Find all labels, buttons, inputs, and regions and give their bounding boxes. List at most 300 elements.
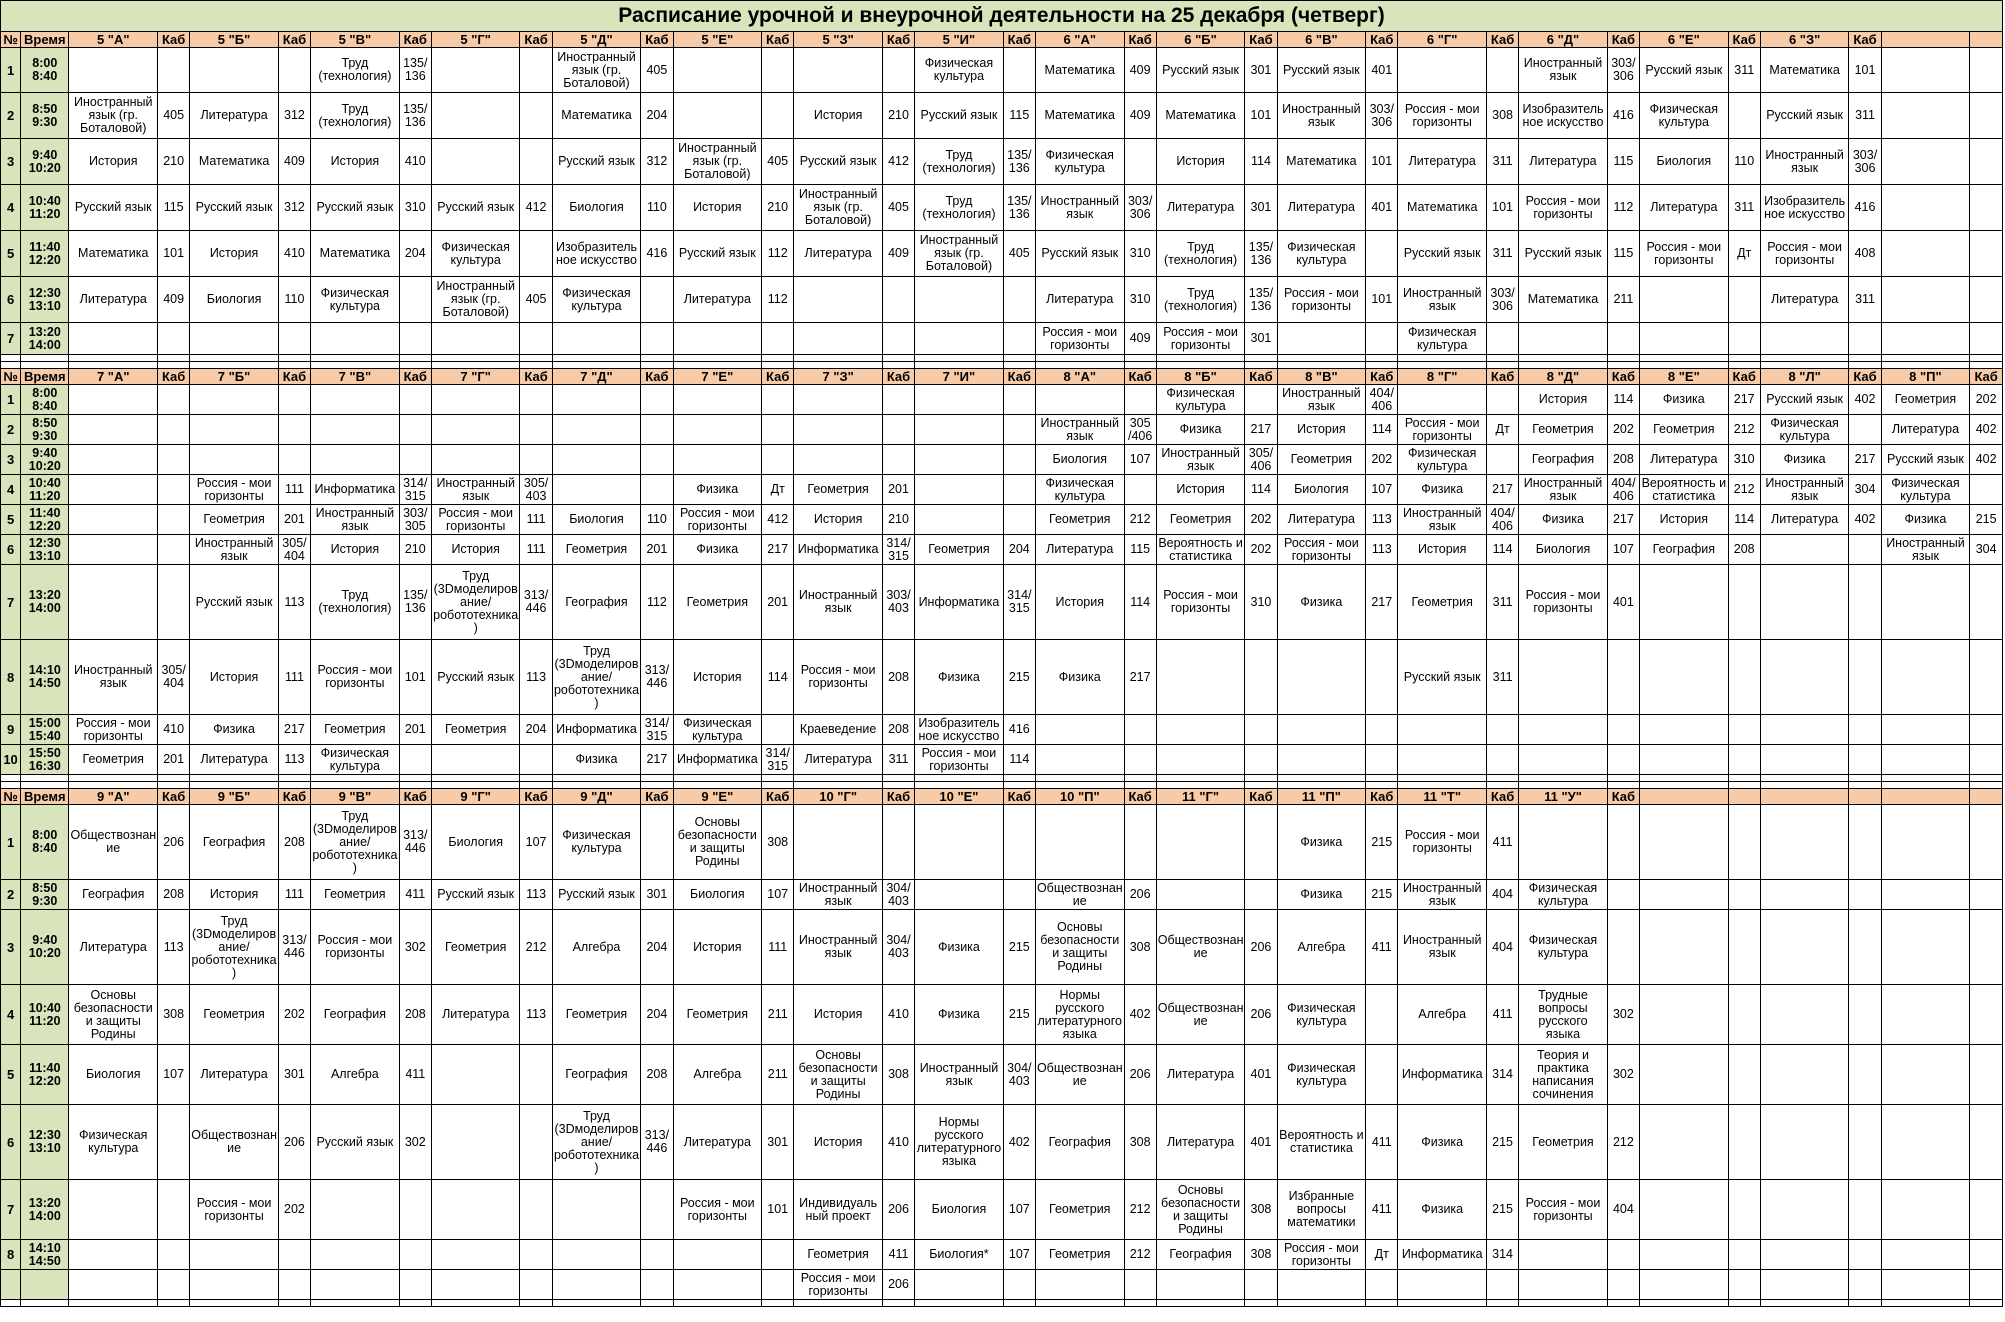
room-cell xyxy=(1366,715,1398,745)
room-cell: 314/ 315 xyxy=(641,715,673,745)
room-cell: 201 xyxy=(641,535,673,565)
room-cell: 204 xyxy=(1003,535,1035,565)
room-cell: 113 xyxy=(1366,535,1398,565)
class-name-header: 5 "В" xyxy=(311,32,400,48)
room-cell xyxy=(762,415,794,445)
subject-cell xyxy=(673,48,762,93)
lesson-row xyxy=(1,910,2003,985)
gap-cell xyxy=(915,775,1004,782)
subject-cell xyxy=(1519,1270,1608,1300)
room-cell xyxy=(1970,277,2003,323)
subject-cell xyxy=(311,385,400,415)
gap-cell xyxy=(190,782,279,789)
room-cell: 404 xyxy=(1486,910,1518,985)
room-cell: 304/ 403 xyxy=(882,910,914,985)
subject-cell: Иностранный язык xyxy=(1398,910,1487,985)
subject-cell xyxy=(1881,910,1970,985)
room-cell: 311 xyxy=(1486,640,1518,715)
room-cell xyxy=(762,1270,794,1300)
room-cell: 114 xyxy=(1124,565,1156,640)
room-cell: 416 xyxy=(1849,185,1881,231)
room-cell: 401 xyxy=(1245,1105,1277,1180)
lesson-row xyxy=(1,805,2003,880)
subject-cell: Иностранный язык xyxy=(1277,385,1366,415)
gap-cell xyxy=(1035,355,1124,362)
subject-cell: Геометрия xyxy=(794,1240,883,1270)
subject-cell: Физическая культура xyxy=(1881,475,1970,505)
room-header: Каб xyxy=(158,789,190,805)
subject-cell: Иностранный язык xyxy=(1881,535,1970,565)
gap-cell xyxy=(1849,355,1881,362)
room-cell xyxy=(1849,985,1881,1045)
room-header: Каб xyxy=(520,369,552,385)
room-cell: 314 xyxy=(1486,1240,1518,1270)
room-cell xyxy=(762,445,794,475)
room-cell: 202 xyxy=(1970,385,2003,415)
subject-cell: Россия - мои горизонты xyxy=(1519,185,1608,231)
subject-cell: Физическая культура xyxy=(1398,323,1487,355)
gap-cell xyxy=(1728,355,1760,362)
room-cell xyxy=(1849,415,1881,445)
room-header: Каб xyxy=(1003,32,1035,48)
room-cell: 201 xyxy=(158,745,190,775)
room-cell xyxy=(1728,985,1760,1045)
room-cell: 311 xyxy=(1728,48,1760,93)
subject-cell: Математика xyxy=(311,231,400,277)
room-cell: 302 xyxy=(399,1105,431,1180)
subject-cell xyxy=(1277,1270,1366,1300)
room-cell: 305/ 403 xyxy=(520,475,552,505)
subject-cell xyxy=(1881,185,1970,231)
gap-cell xyxy=(1003,355,1035,362)
lesson-row xyxy=(1,385,2003,415)
room-cell: 310 xyxy=(1124,277,1156,323)
room-cell: 416 xyxy=(1607,93,1639,139)
subject-cell xyxy=(69,1240,158,1270)
lesson-row xyxy=(1,880,2003,910)
gap-cell xyxy=(1124,775,1156,782)
lesson-time: 15:50 16:30 xyxy=(21,745,69,775)
room-cell xyxy=(882,277,914,323)
lesson-row xyxy=(1,415,2003,445)
room-cell: 204 xyxy=(641,910,673,985)
gap-cell xyxy=(190,362,279,369)
subject-cell xyxy=(1156,805,1245,880)
gap-cell xyxy=(1124,355,1156,362)
subject-cell: Иностранный язык xyxy=(1398,505,1487,535)
gap-cell xyxy=(1156,775,1245,782)
subject-cell: Алгебра xyxy=(552,910,641,985)
room-cell xyxy=(1124,139,1156,185)
subject-cell xyxy=(1881,1105,1970,1180)
subject-cell: История xyxy=(673,185,762,231)
room-cell: 313/ 446 xyxy=(641,1105,673,1180)
gap-cell xyxy=(1245,355,1277,362)
gap-cell xyxy=(69,1300,158,1307)
lesson-number: 6 xyxy=(1,535,21,565)
subject-cell: Труд (3Dмоделиров ание/ робототехника ) xyxy=(431,565,520,640)
subject-cell: Обществознан ие xyxy=(1156,910,1245,985)
subject-cell xyxy=(311,1270,400,1300)
room-cell xyxy=(520,1240,552,1270)
lesson-number: 2 xyxy=(1,415,21,445)
room-cell: 210 xyxy=(158,139,190,185)
gap-cell xyxy=(1277,775,1366,782)
subject-cell: Россия - мои горизонты xyxy=(1277,535,1366,565)
room-cell: 405 xyxy=(641,48,673,93)
gap-cell xyxy=(158,1300,190,1307)
class-name-header: 8 "В" xyxy=(1277,369,1366,385)
subject-cell: Геометрия xyxy=(1881,385,1970,415)
room-cell xyxy=(641,1180,673,1240)
subject-cell xyxy=(1519,323,1608,355)
gap-cell xyxy=(1398,362,1487,369)
subject-cell xyxy=(190,445,279,475)
subject-cell: Физика xyxy=(1398,475,1487,505)
subject-cell: Геометрия xyxy=(1035,505,1124,535)
room-cell xyxy=(1728,910,1760,985)
subject-cell: Физическая культура xyxy=(1277,231,1366,277)
room-cell: 217 xyxy=(762,535,794,565)
room-cell: 308 xyxy=(1124,910,1156,985)
lesson-number: 3 xyxy=(1,139,21,185)
lesson-row xyxy=(1,1270,2003,1300)
subject-cell: История xyxy=(673,640,762,715)
subject-cell xyxy=(1156,640,1245,715)
subject-cell: Русский язык xyxy=(311,185,400,231)
subject-cell xyxy=(1760,323,1849,355)
subject-cell xyxy=(1640,1240,1729,1270)
subject-cell: Россия - мои горизонты xyxy=(311,640,400,715)
class-name-header: 5 "А" xyxy=(69,32,158,48)
class-name-header: 7 "И" xyxy=(915,369,1004,385)
subject-cell: Вероятность и статистика xyxy=(1640,475,1729,505)
room-cell: 114 xyxy=(1728,505,1760,535)
subject-cell xyxy=(69,323,158,355)
room-cell: 107 xyxy=(1003,1240,1035,1270)
lesson-row xyxy=(1,505,2003,535)
room-cell xyxy=(762,93,794,139)
room-header: Каб xyxy=(1124,32,1156,48)
room-cell xyxy=(1728,715,1760,745)
room-cell xyxy=(520,385,552,415)
room-cell: 201 xyxy=(399,715,431,745)
room-header: Каб xyxy=(762,789,794,805)
room-cell xyxy=(1003,505,1035,535)
gap-cell xyxy=(399,1300,431,1307)
subject-cell xyxy=(915,880,1004,910)
room-cell xyxy=(641,385,673,415)
subject-cell: Русский язык xyxy=(1881,445,1970,475)
subject-cell: Иностранный язык xyxy=(1277,93,1366,139)
room-header: Каб xyxy=(641,369,673,385)
subject-cell xyxy=(673,385,762,415)
lesson-time: 11:40 12:20 xyxy=(21,1045,69,1105)
gap-cell xyxy=(158,782,190,789)
subject-cell xyxy=(431,1270,520,1300)
room-cell: 113 xyxy=(278,745,310,775)
room-header: Каб xyxy=(278,32,310,48)
subject-cell: Россия - мои горизонты xyxy=(190,475,279,505)
room-cell: 101 xyxy=(158,231,190,277)
lesson-time xyxy=(21,1270,69,1300)
room-cell xyxy=(1486,323,1518,355)
room-cell: 110 xyxy=(641,505,673,535)
subject-cell: Биология xyxy=(69,1045,158,1105)
lesson-row xyxy=(1,535,2003,565)
room-cell xyxy=(1728,1240,1760,1270)
room-cell xyxy=(1849,805,1881,880)
room-cell: 208 xyxy=(399,985,431,1045)
subject-cell xyxy=(794,415,883,445)
room-cell xyxy=(1245,385,1277,415)
subject-cell xyxy=(1881,48,1970,93)
subject-cell xyxy=(915,475,1004,505)
subject-cell: Математика xyxy=(1760,48,1849,93)
subject-cell xyxy=(190,48,279,93)
gap-cell xyxy=(794,775,883,782)
room-cell: 114 xyxy=(1366,415,1398,445)
subject-cell: Русский язык xyxy=(673,231,762,277)
room-cell: 101 xyxy=(1245,93,1277,139)
class-name-header: 7 "А" xyxy=(69,369,158,385)
gap-cell xyxy=(762,775,794,782)
room-header: Каб xyxy=(1245,32,1277,48)
room-header xyxy=(1970,32,2003,48)
room-cell xyxy=(641,805,673,880)
subject-cell xyxy=(1519,715,1608,745)
room-cell: 311 xyxy=(1486,139,1518,185)
subject-cell: География xyxy=(69,880,158,910)
subject-cell: Иностранный язык (гр. Боталовой) xyxy=(673,139,762,185)
room-cell xyxy=(1728,93,1760,139)
gap-cell xyxy=(399,775,431,782)
subject-cell: Физика xyxy=(1398,1105,1487,1180)
room-cell xyxy=(1124,1270,1156,1300)
room-cell: 208 xyxy=(882,715,914,745)
room-cell: 202 xyxy=(278,985,310,1045)
subject-cell: Русский язык xyxy=(1156,48,1245,93)
lesson-number: 5 xyxy=(1,1045,21,1105)
room-cell: 211 xyxy=(762,1045,794,1105)
subject-cell xyxy=(552,323,641,355)
gap-cell xyxy=(1035,1300,1124,1307)
room-cell xyxy=(1970,48,2003,93)
class-name-header: 7 "В" xyxy=(311,369,400,385)
gap-cell xyxy=(1881,362,1970,369)
subject-cell: Биология xyxy=(915,1180,1004,1240)
room-cell: 302 xyxy=(1607,1045,1639,1105)
subject-cell: Русский язык xyxy=(190,185,279,231)
room-cell: 304/ 403 xyxy=(882,880,914,910)
gap-cell xyxy=(399,362,431,369)
class-name-header: 10 "П" xyxy=(1035,789,1124,805)
room-cell: 412 xyxy=(762,505,794,535)
room-cell xyxy=(882,805,914,880)
subject-cell: Литература xyxy=(1156,185,1245,231)
subject-cell xyxy=(69,505,158,535)
gap-cell xyxy=(882,782,914,789)
page-title: Расписание урочной и внеурочной деятельности на 25 декабря (четверг) xyxy=(1,1,2003,32)
subject-cell xyxy=(431,745,520,775)
subject-cell: Физическая культура xyxy=(552,277,641,323)
room-header: Каб xyxy=(1245,789,1277,805)
room-cell xyxy=(1003,475,1035,505)
subject-cell: История xyxy=(673,910,762,985)
subject-cell: Иностранный язык xyxy=(190,535,279,565)
subject-cell: Россия - мои горизонты xyxy=(1519,1180,1608,1240)
subject-cell xyxy=(552,415,641,445)
subject-cell xyxy=(1640,805,1729,880)
subject-cell: Изобразитель ное искусство xyxy=(552,231,641,277)
subject-cell xyxy=(1035,1270,1124,1300)
gap-cell xyxy=(1849,362,1881,369)
subject-cell xyxy=(794,277,883,323)
subject-cell xyxy=(1881,745,1970,775)
subject-cell: Русский язык xyxy=(431,880,520,910)
room-cell: 204 xyxy=(641,985,673,1045)
subject-cell: Россия - мои горизонты xyxy=(915,745,1004,775)
subject-cell: Русский язык xyxy=(1760,385,1849,415)
room-cell: 212 xyxy=(1124,505,1156,535)
room-cell xyxy=(158,1105,190,1180)
subject-cell: Геометрия xyxy=(311,715,400,745)
room-header: Каб xyxy=(1849,369,1881,385)
room-header: Каб xyxy=(1607,32,1639,48)
room-cell xyxy=(1970,231,2003,277)
subject-cell xyxy=(431,139,520,185)
subject-cell xyxy=(1760,715,1849,745)
gap-cell xyxy=(794,355,883,362)
class-name-header: 9 "Е" xyxy=(673,789,762,805)
room-cell: 405 xyxy=(520,277,552,323)
subject-cell xyxy=(1760,985,1849,1045)
room-cell xyxy=(158,48,190,93)
room-cell: 107 xyxy=(1366,475,1398,505)
room-cell: 135/ 136 xyxy=(1245,277,1277,323)
room-cell xyxy=(1124,805,1156,880)
subject-cell xyxy=(1760,880,1849,910)
room-cell: 311 xyxy=(1849,277,1881,323)
subject-cell xyxy=(1881,880,1970,910)
gap-cell xyxy=(278,782,310,789)
class-name-header: 9 "Б" xyxy=(190,789,279,805)
subject-cell: География xyxy=(1156,1240,1245,1270)
subject-cell: Биология xyxy=(552,185,641,231)
room-cell: 111 xyxy=(762,910,794,985)
room-cell: 201 xyxy=(278,505,310,535)
subject-cell xyxy=(794,48,883,93)
subject-cell: Геометрия xyxy=(1035,1180,1124,1240)
room-cell: 204 xyxy=(520,715,552,745)
room-cell xyxy=(1366,640,1398,715)
room-cell: 114 xyxy=(762,640,794,715)
subject-cell: История xyxy=(794,93,883,139)
subject-cell xyxy=(431,385,520,415)
gap-cell xyxy=(311,355,400,362)
room-cell: 114 xyxy=(1003,745,1035,775)
room-cell: 202 xyxy=(1607,415,1639,445)
subject-cell: Физика xyxy=(915,910,1004,985)
gap-cell xyxy=(1607,1300,1639,1307)
gap-cell xyxy=(1760,1300,1849,1307)
room-cell xyxy=(1970,985,2003,1045)
subject-cell: Физическая культура xyxy=(1156,385,1245,415)
subject-cell xyxy=(190,1240,279,1270)
room-cell xyxy=(1728,745,1760,775)
room-cell xyxy=(520,1105,552,1180)
subject-cell xyxy=(1760,1105,1849,1180)
room-header: Каб xyxy=(1607,369,1639,385)
subject-cell: Биология xyxy=(431,805,520,880)
subject-cell xyxy=(69,565,158,640)
gap-cell xyxy=(915,362,1004,369)
subject-cell: Литература xyxy=(1519,139,1608,185)
subject-cell: Россия - мои горизонты xyxy=(794,640,883,715)
subject-cell: Литература xyxy=(190,745,279,775)
room-cell xyxy=(1124,745,1156,775)
room-cell xyxy=(1366,231,1398,277)
gap-cell xyxy=(1277,782,1366,789)
room-cell xyxy=(1003,445,1035,475)
subject-cell xyxy=(1881,139,1970,185)
room-cell xyxy=(1849,323,1881,355)
gap-cell xyxy=(1486,355,1518,362)
lesson-row xyxy=(1,640,2003,715)
room-cell xyxy=(882,323,914,355)
gap-cell xyxy=(278,775,310,782)
room-cell: 310 xyxy=(1245,565,1277,640)
subject-cell: Россия - мои горизонты xyxy=(1156,565,1245,640)
room-cell xyxy=(1366,1270,1398,1300)
subject-cell xyxy=(1640,745,1729,775)
subject-cell: Геометрия xyxy=(1398,565,1487,640)
lesson-row xyxy=(1,1240,2003,1270)
subject-cell xyxy=(431,1105,520,1180)
room-cell xyxy=(882,385,914,415)
gap-cell xyxy=(1607,775,1639,782)
gap-cell xyxy=(1881,1300,1970,1307)
subject-cell: Нормы русского литературного языка xyxy=(1035,985,1124,1045)
room-header: Каб xyxy=(1728,369,1760,385)
gap-cell xyxy=(1124,362,1156,369)
num-header: № xyxy=(1,32,21,48)
class-name-header: 5 "Б" xyxy=(190,32,279,48)
room-cell: 212 xyxy=(1124,1240,1156,1270)
subject-cell: История xyxy=(1519,385,1608,415)
subject-cell: Физическая культура xyxy=(1277,985,1366,1045)
room-cell xyxy=(1970,745,2003,775)
room-header: Каб xyxy=(762,369,794,385)
room-cell: 208 xyxy=(278,805,310,880)
room-cell: 115 xyxy=(1607,231,1639,277)
subject-cell: Физика xyxy=(915,640,1004,715)
room-cell: 217 xyxy=(641,745,673,775)
subject-cell: Геометрия xyxy=(673,985,762,1045)
room-cell: 401 xyxy=(1245,1045,1277,1105)
subject-cell xyxy=(1760,565,1849,640)
room-cell: 201 xyxy=(762,565,794,640)
gap-cell xyxy=(1,355,21,362)
subject-cell: Иностранный язык xyxy=(1035,415,1124,445)
room-cell: 412 xyxy=(882,139,914,185)
class-name-header: 9 "Г" xyxy=(431,789,520,805)
gap-cell xyxy=(1486,1300,1518,1307)
room-cell xyxy=(1970,93,2003,139)
subject-cell xyxy=(1881,277,1970,323)
subject-cell xyxy=(1277,745,1366,775)
subject-cell: Математика xyxy=(1398,185,1487,231)
